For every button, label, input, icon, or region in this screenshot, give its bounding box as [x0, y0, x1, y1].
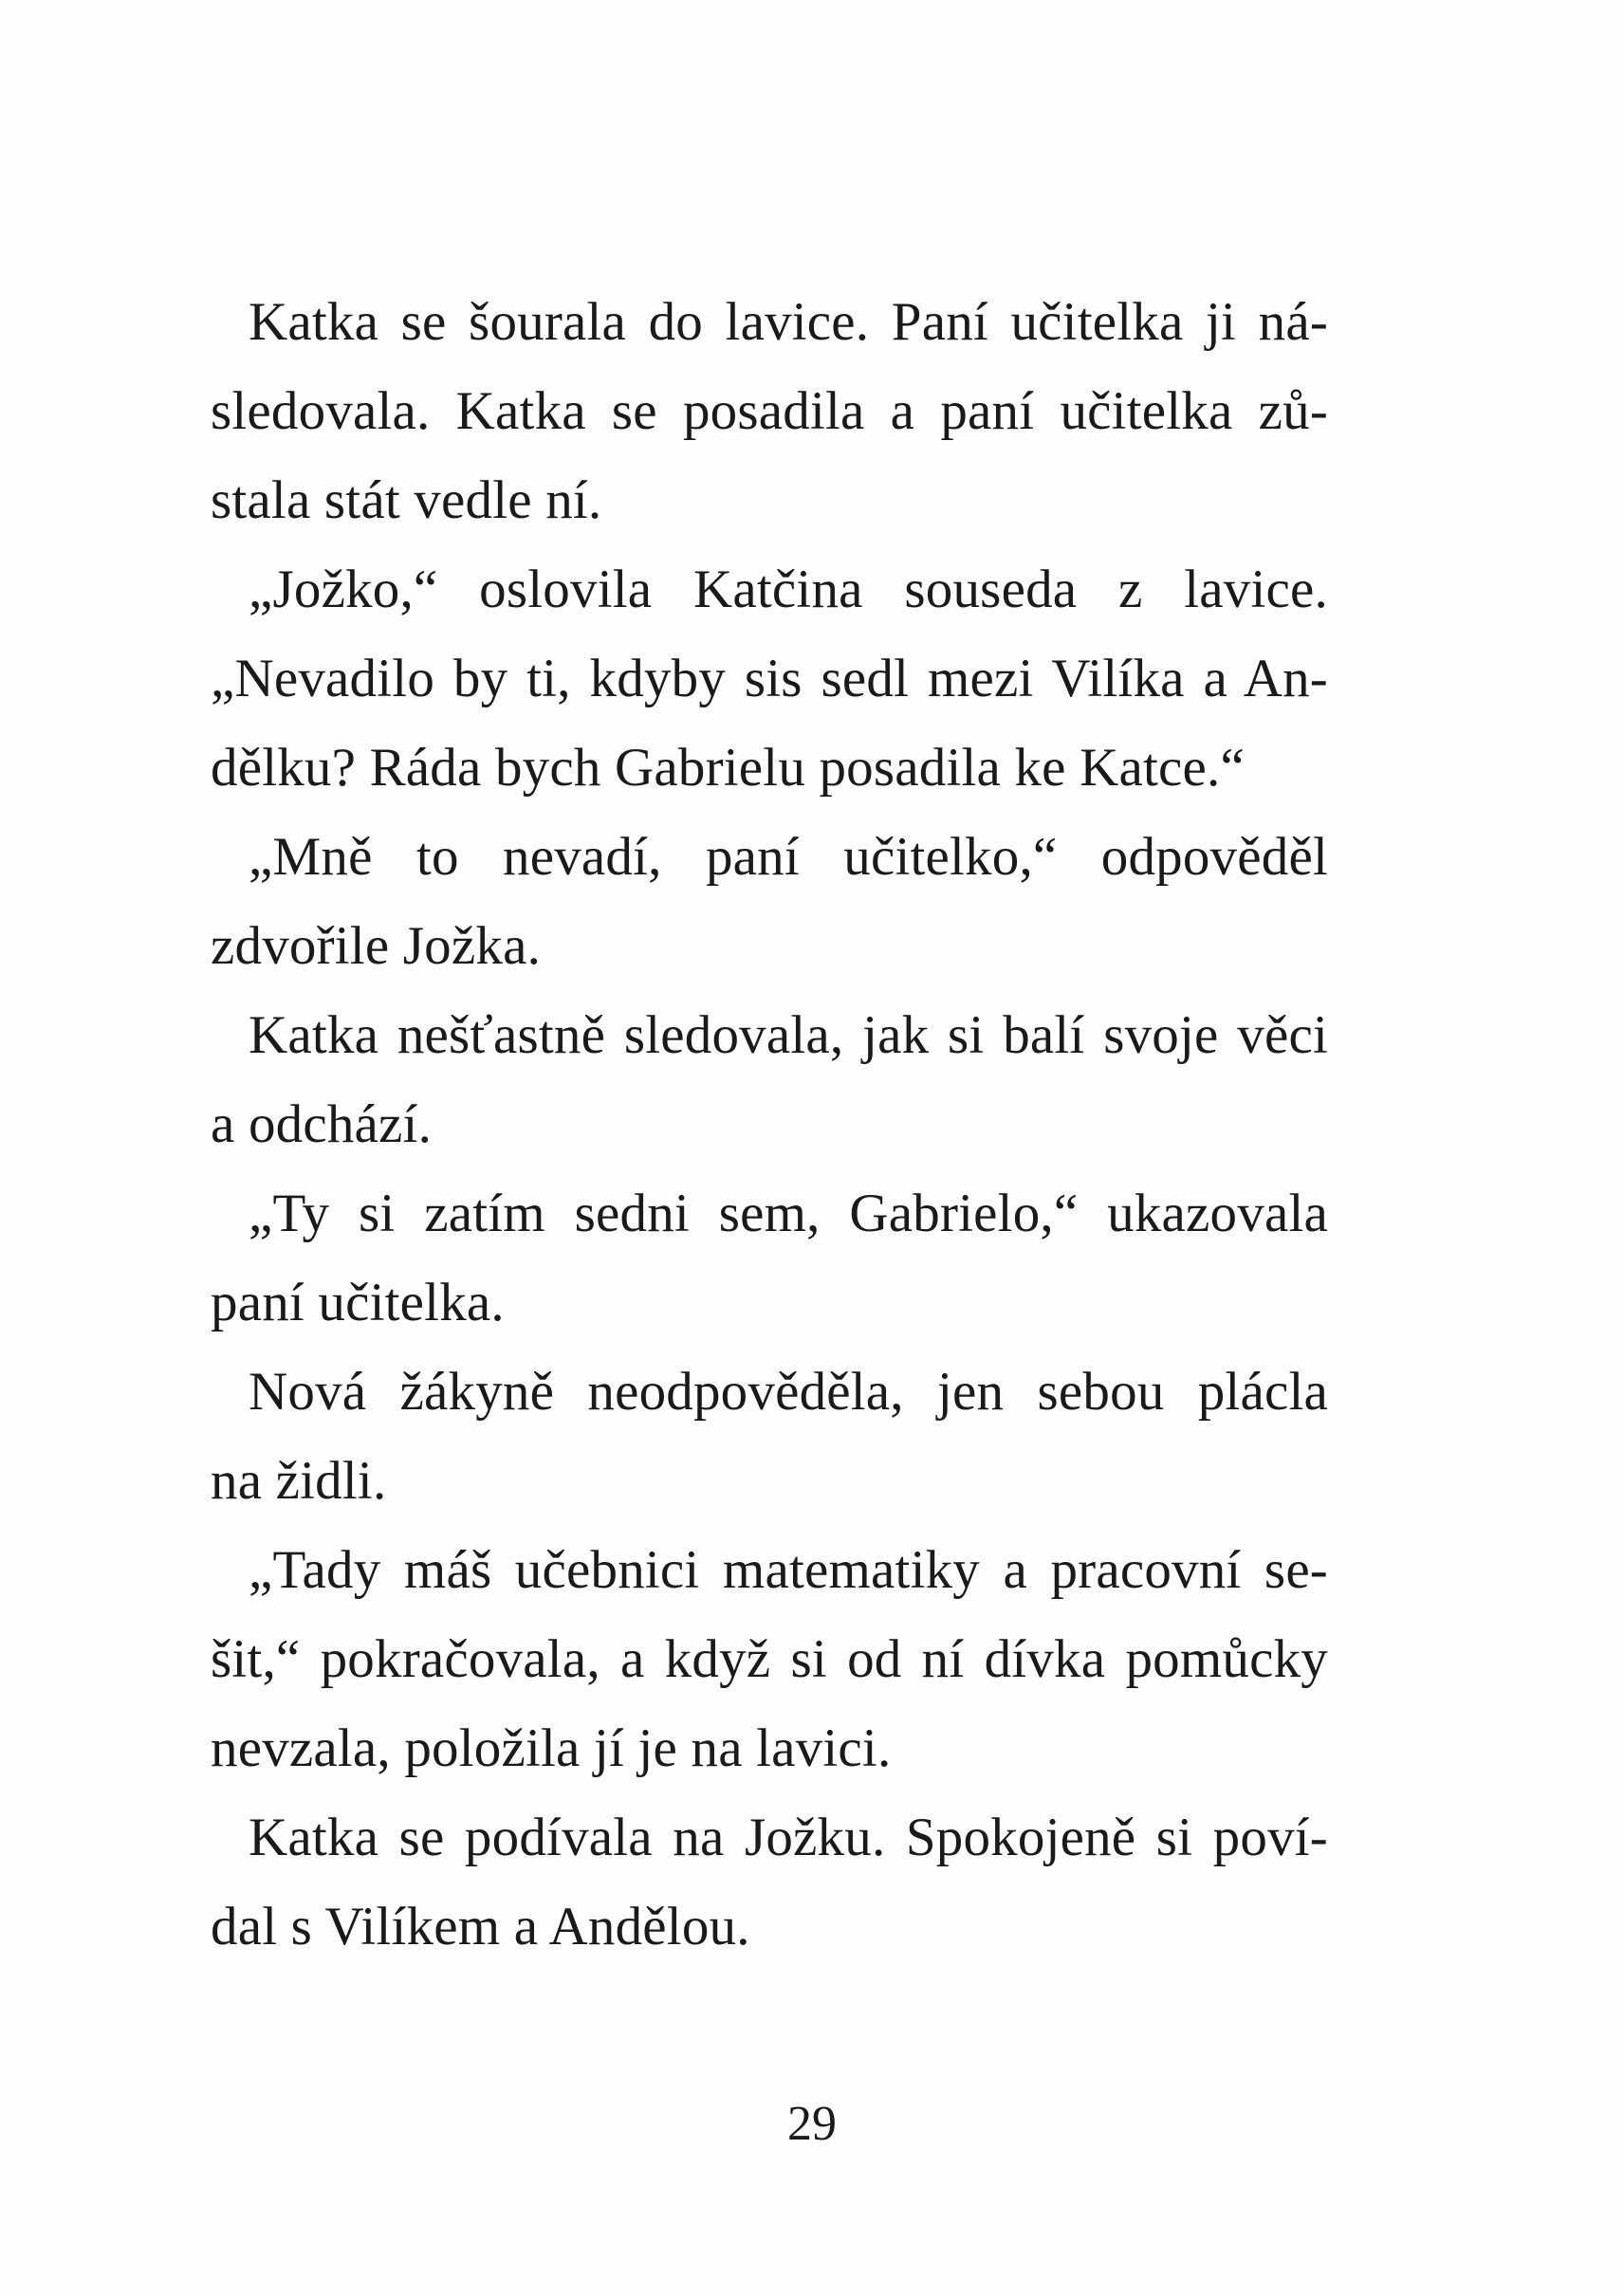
paragraph [211, 1793, 1328, 1972]
page-text-block [211, 278, 1328, 1972]
text-line: a odchází. [211, 1094, 433, 1154]
text-line: „Jožko,“ oslovila Katčina souseda z lavice. [249, 560, 1328, 619]
text-line: paní učitelka. [211, 1273, 505, 1332]
paragraph [211, 813, 1328, 991]
text-line: Katka se podívala na Jožku. Spokojeně si poví- [249, 1808, 1328, 1867]
text-line: Katka se šourala do lavice. Paní učitelka ji ná- [249, 292, 1328, 352]
text-line: stala stát vedle ní. [211, 470, 602, 530]
text-line: zdvořile Jožka. [211, 916, 542, 976]
text-line: dělku? Ráda bych Gabrielu posadila ke Katce.“ [211, 738, 1245, 798]
paragraph [211, 1348, 1328, 1526]
paragraph [211, 1526, 1328, 1793]
paragraph [211, 991, 1328, 1169]
text-line: „Mně to nevadí, paní učitelko,“ odpověděl [249, 827, 1328, 887]
text-line: sledovala. Katka se posadila a paní učitelka zů- [211, 381, 1328, 441]
text-line: nevzala, položila jí je na lavici. [211, 1718, 892, 1778]
text-line: na židli. [211, 1451, 387, 1511]
text-line: šit,“ pokračovala, a když si od ní dívka pomůcky [211, 1629, 1328, 1689]
page-number: 29 [787, 2097, 837, 2151]
text-line: „Nevadilo by ti, kdyby sis sedl mezi Vilíka a An- [211, 649, 1328, 708]
paragraph [211, 278, 1328, 545]
text-line: „Ty si zatím sedni sem, Gabrielo,“ ukazovala [249, 1184, 1328, 1243]
text-line: Nová žákyně neodpověděla, jen sebou plácla [249, 1362, 1328, 1422]
text-line: Katka nešťastně sledovala, jak si balí svoje věci [249, 1005, 1328, 1065]
text-line: „Tady máš učebnici matematiky a pracovní se- [249, 1540, 1328, 1600]
paragraph [211, 545, 1328, 813]
text-line: dal s Vilíkem a Andělou. [211, 1897, 750, 1956]
paragraph [211, 1169, 1328, 1348]
